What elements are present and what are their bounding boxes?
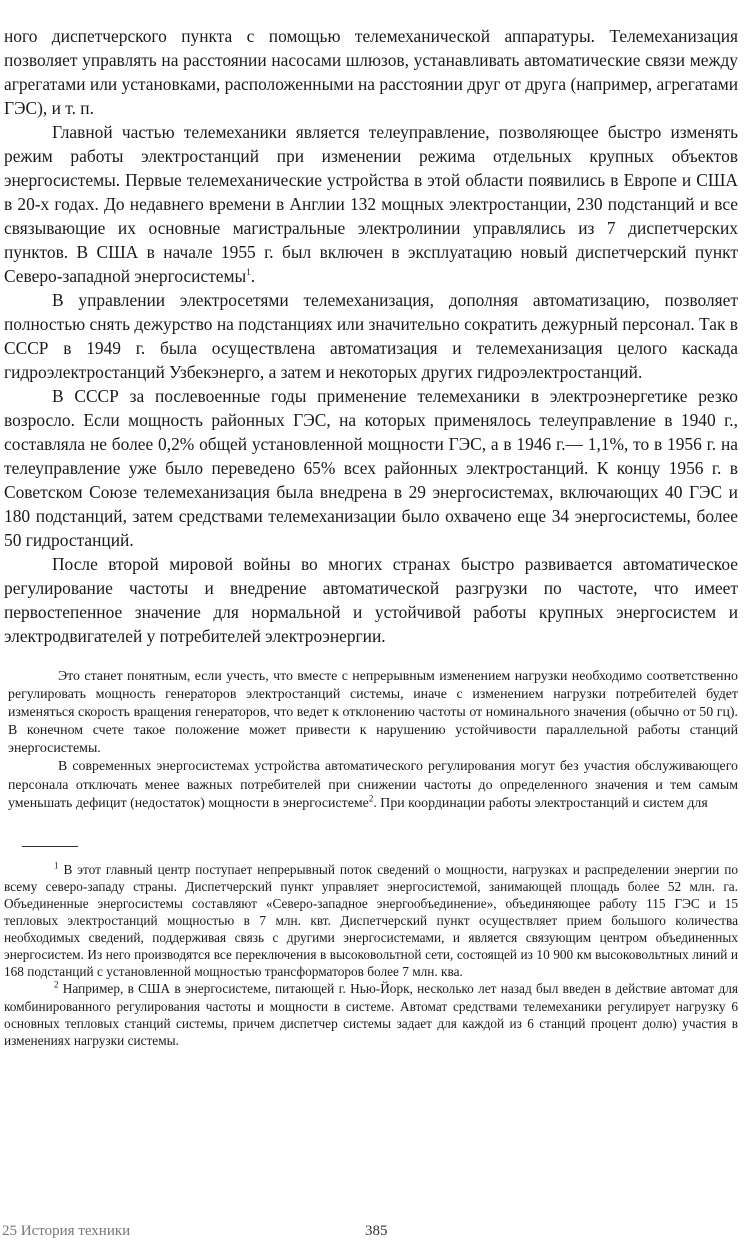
- small-paragraph: Это станет понятным, если учесть, что вместе с непрерывным изменением нагрузки необходимо соответственно регулировать мощность генераторов электростанций системы, иначе с изменением нагрузки потребителей будет изменяться скорость вращения генераторов, что ведет к отклонению частоты от номинального значения (обычно от 50 гц). В конечном счете такое положение может привести к нарушению устойчивости параллельной работы станций энергосистемы.: [8, 669, 738, 757]
- footnote-text: В этот главный центр поступает непрерывный поток сведений о мощности, нагрузках и распределении энергии по всему северо-западу страны. Диспетчерский пункт управляет энергосистемой, занимающей площадь более 52 млн. га. Объединенные энергосистемы составляют «Северо-западное энергообъединение», объединяющее работу 115 ГЭС и 15 тепловых электростанций мощностью в 7 млн. квт. Диспетчерский пункт осуществляет прием большого количества необходимых сведений, поддерживая связь с другими энергосистемами, и является связующим центром объединенных энергосистем. Из него производятся все переключения в высоковольтной сети, состоящей из 10 900 км высоковольтных линий и 168 подстанций с установленной мощностью трансформаторов более 7 млн. ква.: [4, 861, 738, 980]
- book-page: [4, 24, 738, 1049]
- small-paragraph: [8, 758, 738, 812]
- footnote-ref: 1: [246, 267, 251, 278]
- footnote: [4, 861, 738, 981]
- page-number: 385: [365, 1223, 388, 1239]
- paragraph-text: В современных энергосистемах устройства автоматического регулирования могут без участия обслуживающего персонала отключать менее важных потребителей при снижении частоты до определенного значения и тем самым уменьшать дефицит (недостаток) мощности в энергосистеме: [8, 759, 738, 811]
- page-footer: [0, 1223, 746, 1243]
- footnote-divider: [22, 846, 78, 847]
- sentence-end: .: [250, 266, 256, 286]
- paragraph-tail: . При координации работы электростанций и систем для: [373, 795, 708, 811]
- footnote: [4, 980, 738, 1048]
- paragraph-text: Главной частью телемеханики является телеуправление, позволяющее быстро изменять режим работы электростанций при изменении режима отдельных крупных объектов энергосистемы. Первые телемеханические устройства в этой области появились в Европе и США в 20-х годах. До недавнего времени в Англии 132 мощных электростанции, 230 подстанций и все связывающие их основные магистральные электролинии управлялись из 7 диспетчерских пунктов. В США в начале 1955 г. был включен в эксплуатацию новый диспетчерский пункт Северо-западной энергосистемы: [4, 122, 738, 286]
- paragraph: ного диспетчерского пункта с помощью телемеханической аппаратуры. Телемеханизация позволяет управлять на расстоянии насосами шлюзов, устанавливать автоматические связи между агрегатами или установками, расположенными на расстоянии друг от друга (например, агрегатами ГЭС), и т. п.: [4, 26, 738, 118]
- footnotes: [4, 861, 738, 1049]
- footnote-mark: 1: [54, 860, 59, 871]
- footnote-text: Например, в США в энергосистеме, питающей г. Нью-Йорк, несколько лет назад был введен в действие автомат для комбинированного регулирования частоты и мощности в системе. Автомат средствами телемеханики регулирует нагрузку 6 основных тепловых станций системы, причем диспетчер системы задает для каждой из 6 станций процент долю) участия в изменениях нагрузки системы.: [4, 981, 738, 1048]
- paragraph: В СССР за послевоенные годы применение телемеханики в электроэнергетике резко возросло. Если мощность районных ГЭС, на которых применялось телеуправление в 1940 г., составляла не более 0,2% общей установленной мощности ГЭС, а в 1946 г.— 1,1%, то в 1956 г. на телеуправление уже было переведено 65% всех районных электростанций. К концу 1956 г. в Советском Союзе телемеханизация была внедрена в 29 энергосистемах, включающих 40 ГЭС и 180 подстанций, затем средствами телемеханизации было охвачено еще 34 энергосистемы, более 50 гидростанций.: [4, 386, 738, 550]
- paragraph: [4, 120, 738, 288]
- paragraph: После второй мировой войны во многих странах быстро развивается автоматическое регулирование частоты и внедрение автоматической разгрузки по частоте, что имеет первостепенное значение для нормальной и устойчивой работы крупных энергосистем и электродвигателей у потребителей электроэнергии.: [4, 554, 738, 646]
- paragraph: В управлении электросетями телемеханизация, дополняя автоматизацию, позволяет полностью снять дежурство на подстанциях или значительно сократить дежурный персонал. Так в СССР в 1949 г. была осуществлена автоматизация и телемеханизация целого каскада гидроэлектростанций Узбекэнерго, а затем и некоторых других гидроэлектростанций.: [4, 290, 738, 382]
- main-text: [4, 24, 738, 648]
- signature-mark: 25 История техники: [2, 1223, 131, 1239]
- footnote-mark: 2: [54, 979, 59, 990]
- small-print-section: [4, 668, 738, 813]
- footnote-ref: 2: [368, 793, 374, 804]
